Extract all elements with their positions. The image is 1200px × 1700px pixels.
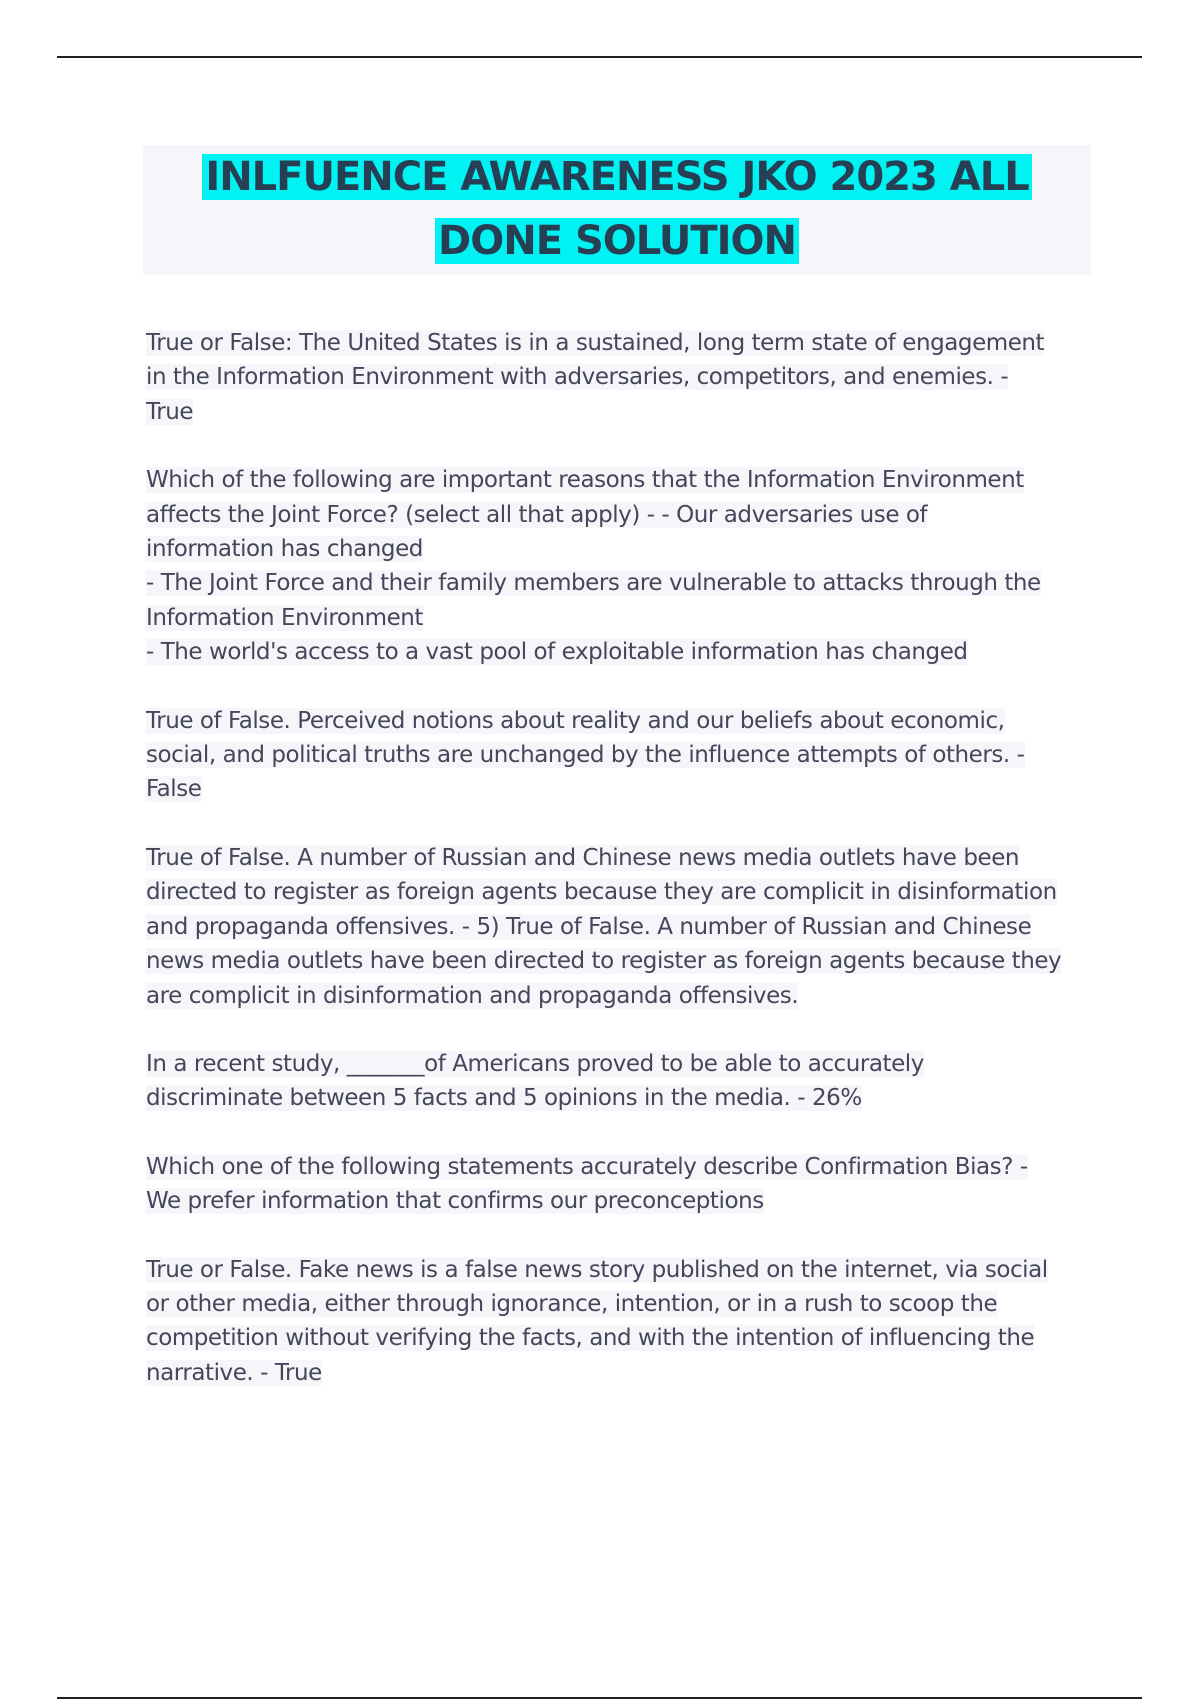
title-line-1: INLFUENCE AWARENESS JKO 2023 ALL [143,145,1091,209]
question-answer-text: True of False. A number of Russian and Chinese news media outlets have been directed to register as foreign agents because they are complicit in disinformation and propaganda offensives. - 5) True of False. A number of Russian and Chinese news media outlets have been directed to register as foreign agents because they are complicit in disinformation and propaganda offensives. [146,844,1062,1009]
question-answer-item [146,326,1090,429]
question-answer-item [146,463,1090,669]
question-answer-text: True or False. Fake news is a false news story published on the internet, via social or other media, either through ignorance, intention, or in a rush to scoop the competition without verifying the facts, and with the intention of influencing the narrative. - True [146,1256,1048,1386]
question-answer-text: In a recent study, _______of Americans proved to be able to accurately discriminate between 5 facts and 5 opinions in the media. - 26% [146,1050,924,1112]
question-answer-text: Which of the following are important reasons that the Information Environment affects the Joint Force? (select all that apply) - - Our adversaries use of information has changed - The Joint Force and their family members are vulnerable to attacks through the Information Environment - The world's access to a vast pool of exploitable information has changed [146,467,1041,666]
question-answer-text: True or False: The United States is in a sustained, long term state of engagement in the Information Environment with adversaries, competitors, and enemies. - True [146,330,1045,425]
question-answer-text: True of False. Perceived notions about reality and our beliefs about economic, social, and political truths are unchanged by the influence attempts of others. - False [146,707,1025,803]
question-answer-item [146,1047,1090,1116]
question-answer-item [146,1253,1090,1391]
title-line-2: DONE SOLUTION [143,209,1091,273]
question-answer-item [146,841,1090,1013]
question-list [146,326,1090,1424]
title-block [143,145,1091,275]
question-answer-text: Which one of the following statements accurately describe Confirmation Bias? - We prefer information that confirms our preconceptions [146,1153,1028,1215]
question-answer-item [146,704,1090,807]
header-rule [57,56,1142,58]
question-answer-item [146,1150,1090,1219]
footer-rule [57,1697,1142,1699]
